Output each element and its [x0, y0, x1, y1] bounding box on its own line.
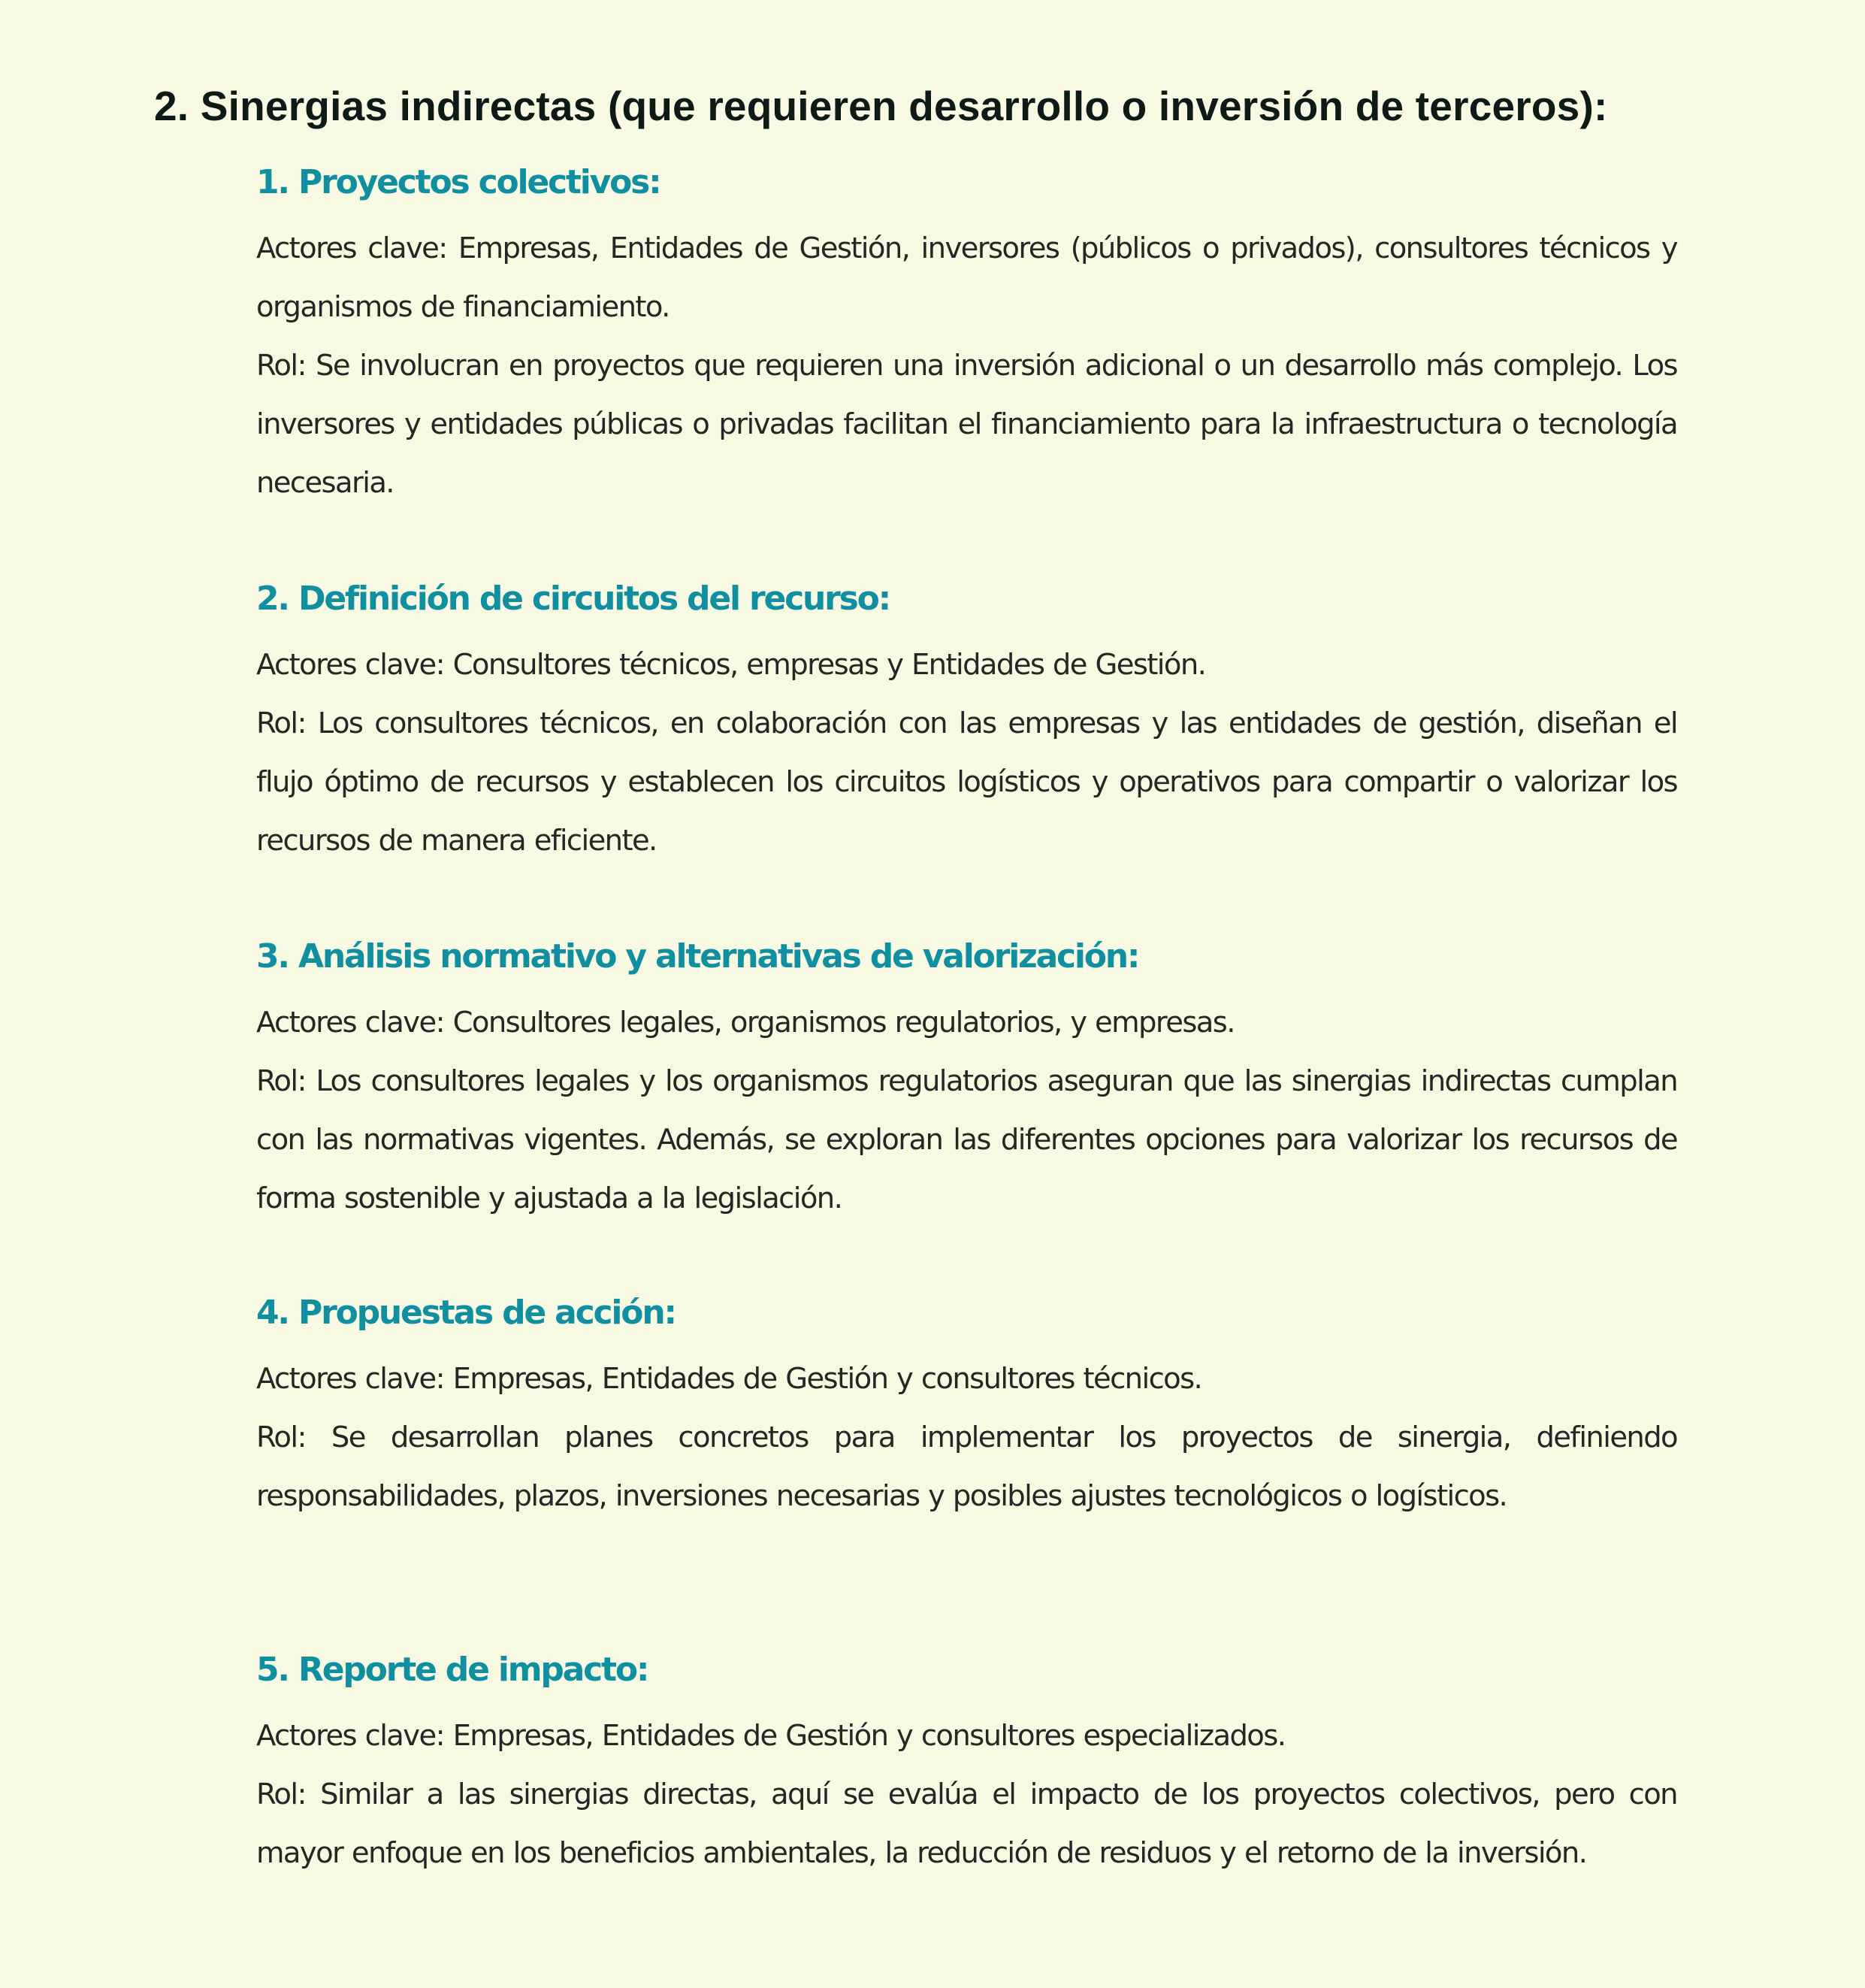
section-role: Rol: Se involucran en proyectos que requieren una inversión adicional o un desarrollo más complejo. Los inversores y entidades públicas o privadas facilitan el financiamiento para la infraestructura o tecnología necesaria. — [256, 349, 1677, 500]
section-actors: Actores clave: Empresas, Entidades de Gestión y consultores técnicos. — [256, 1362, 1202, 1396]
section-role: Rol: Los consultores técnicos, en colaboración con las empresas y las entidades de gestión, diseñan el flujo óptimo de recursos y establecen los circuitos logísticos y operativos para compartir o valorizar los recursos de manera eficiente. — [256, 707, 1677, 858]
section-role: Rol: Se desarrollan planes concretos para implementar los proyectos de sinergia, definiendo responsabilidades, plazos, inversiones necesarias y posibles ajustes tecnológicos o logísticos. — [256, 1421, 1677, 1513]
section-actors: Actores clave: Consultores legales, organismos regulatorios, y empresas. — [256, 1006, 1235, 1039]
section-role: Rol: Los consultores legales y los organismos regulatorios aseguran que las sinergias indirectas cumplan con las normativas vigentes. Además, se exploran las diferentes opciones para valorizar los recursos de forma sostenible y ajustada a la legislación. — [256, 1064, 1677, 1215]
section-heading: 2. Definición de circuitos del recurso: — [256, 579, 890, 618]
section-propuestas-accion — [256, 1291, 1677, 1526]
section-reporte-impacto — [256, 1648, 1677, 1883]
page-title: 2. Sinergias indirectas (que requieren desarrollo o inversión de terceros): — [154, 82, 1608, 129]
section-actors: Actores clave: Empresas, Entidades de Gestión y consultores especializados. — [256, 1719, 1286, 1753]
section-heading: 3. Análisis normativo y alternativas de valorización: — [256, 937, 1139, 976]
section-heading: 5. Reporte de impacto: — [256, 1651, 648, 1689]
section-heading: 1. Proyectos colectivos: — [256, 163, 660, 201]
section-actors: Actores clave: Consultores técnicos, empresas y Entidades de Gestión. — [256, 648, 1206, 682]
section-proyectos-colectivos — [256, 160, 1677, 513]
section-actors: Actores clave: Empresas, Entidades de Gestión, inversores (públicos o privados), consultores técnicos y organismos de financiamiento. — [256, 231, 1677, 324]
section-definicion-circuitos — [256, 576, 1677, 870]
section-analisis-normativo — [256, 934, 1677, 1228]
section-role: Rol: Similar a las sinergias directas, aquí se evalúa el impacto de los proyectos colectivos, pero con mayor enfoque en los beneficios ambientales, la reducción de residuos y el retorno de la inversión. — [256, 1778, 1677, 1870]
section-heading: 4. Propuestas de acción: — [256, 1294, 676, 1332]
